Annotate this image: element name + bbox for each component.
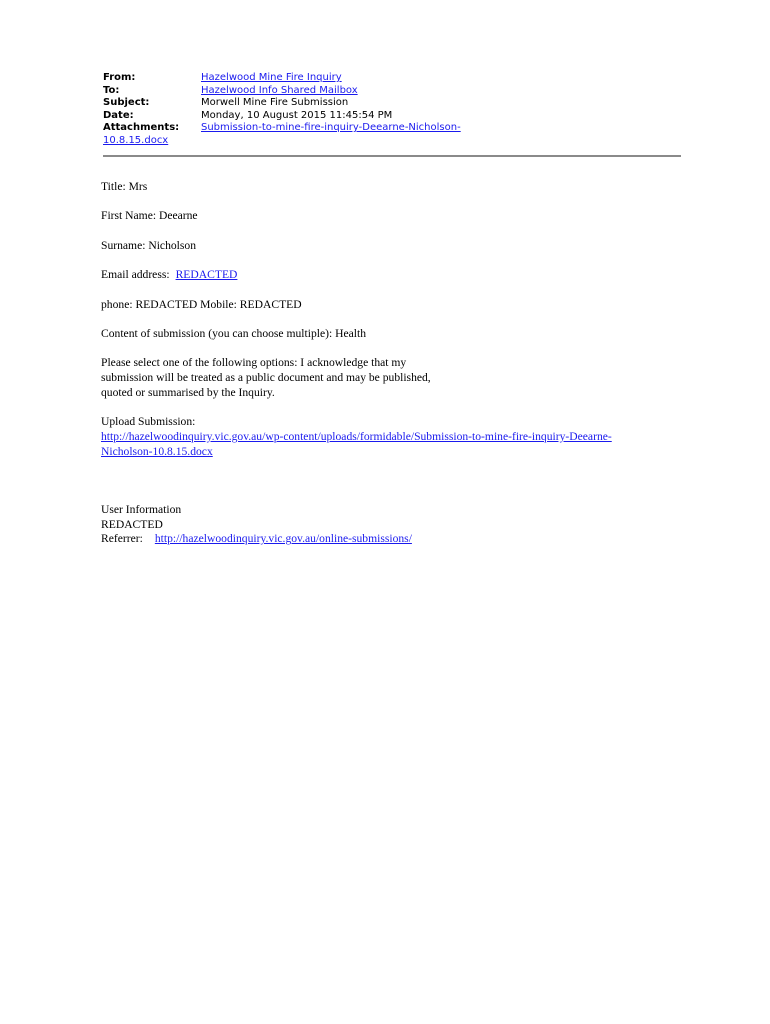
- upload-label: Upload Submission:: [101, 415, 196, 429]
- from-link[interactable]: Hazelwood Mine Fire Inquiry: [201, 72, 342, 83]
- options-line: quoted or summarised by the Inquiry.: [101, 385, 275, 399]
- user-info-label: User Information: [101, 502, 182, 516]
- from-row: [103, 72, 683, 85]
- referrer-link[interactable]: http://hazelwoodinquiry.vic.gov.au/online-submissions/: [154, 532, 412, 546]
- date-value: Monday, 10 August 2015 11:45:54 PM: [201, 109, 393, 121]
- subject-value: Morwell Mine Fire Submission: [201, 97, 349, 109]
- user-info-block: [101, 503, 701, 547]
- options-line: submission will be treated as a public document and may be published,: [101, 371, 431, 385]
- from-label: From:: [103, 72, 136, 83]
- user-info-value: REDACTED: [101, 517, 163, 531]
- upload-link[interactable]: http://hazelwoodinquiry.vic.gov.au/wp-content/uploads/formidable/Submission-to-mine-fire-inquiry-Deearne-: [101, 429, 612, 443]
- referrer-row: [101, 532, 701, 547]
- options-line: Please select one of the following options: I acknowledge that my: [101, 356, 407, 370]
- phone-field: phone: REDACTED Mobile: REDACTED: [101, 297, 302, 311]
- header-divider: [103, 155, 681, 157]
- subject-row: [103, 97, 683, 110]
- date-row: [103, 110, 683, 123]
- subject-label: Subject:: [103, 97, 150, 109]
- to-link[interactable]: Hazelwood Info Shared Mailbox: [201, 84, 358, 96]
- options-field: [101, 356, 701, 400]
- surname-field: Surname: Nicholson: [101, 238, 196, 252]
- email-body: [101, 180, 701, 562]
- attachments-row: [103, 122, 683, 135]
- content-field: Content of submission (you can choose multiple): Health: [101, 326, 367, 340]
- email-header: [103, 72, 683, 148]
- date-label: Date:: [103, 109, 134, 121]
- attachments-label: Attachments:: [103, 122, 180, 134]
- attachment-continuation: [103, 135, 683, 148]
- email-link[interactable]: REDACTED: [175, 268, 238, 282]
- to-row: [103, 85, 683, 98]
- upload-link-continued[interactable]: Nicholson-10.8.15.docx: [101, 444, 213, 458]
- attachment-link-continued[interactable]: 10.8.15.docx: [103, 134, 169, 146]
- title-field: Title: Mrs: [101, 180, 148, 193]
- to-label: To:: [103, 84, 120, 96]
- upload-field: [101, 415, 701, 459]
- first-name-field: First Name: Deearne: [101, 209, 198, 223]
- referrer-label: Referrer:: [101, 532, 143, 546]
- attachment-link[interactable]: Submission-to-mine-fire-inquiry-Deearne-Nicholson-: [201, 122, 461, 134]
- email-label: Email address:: [101, 268, 170, 282]
- email-field: [101, 268, 701, 283]
